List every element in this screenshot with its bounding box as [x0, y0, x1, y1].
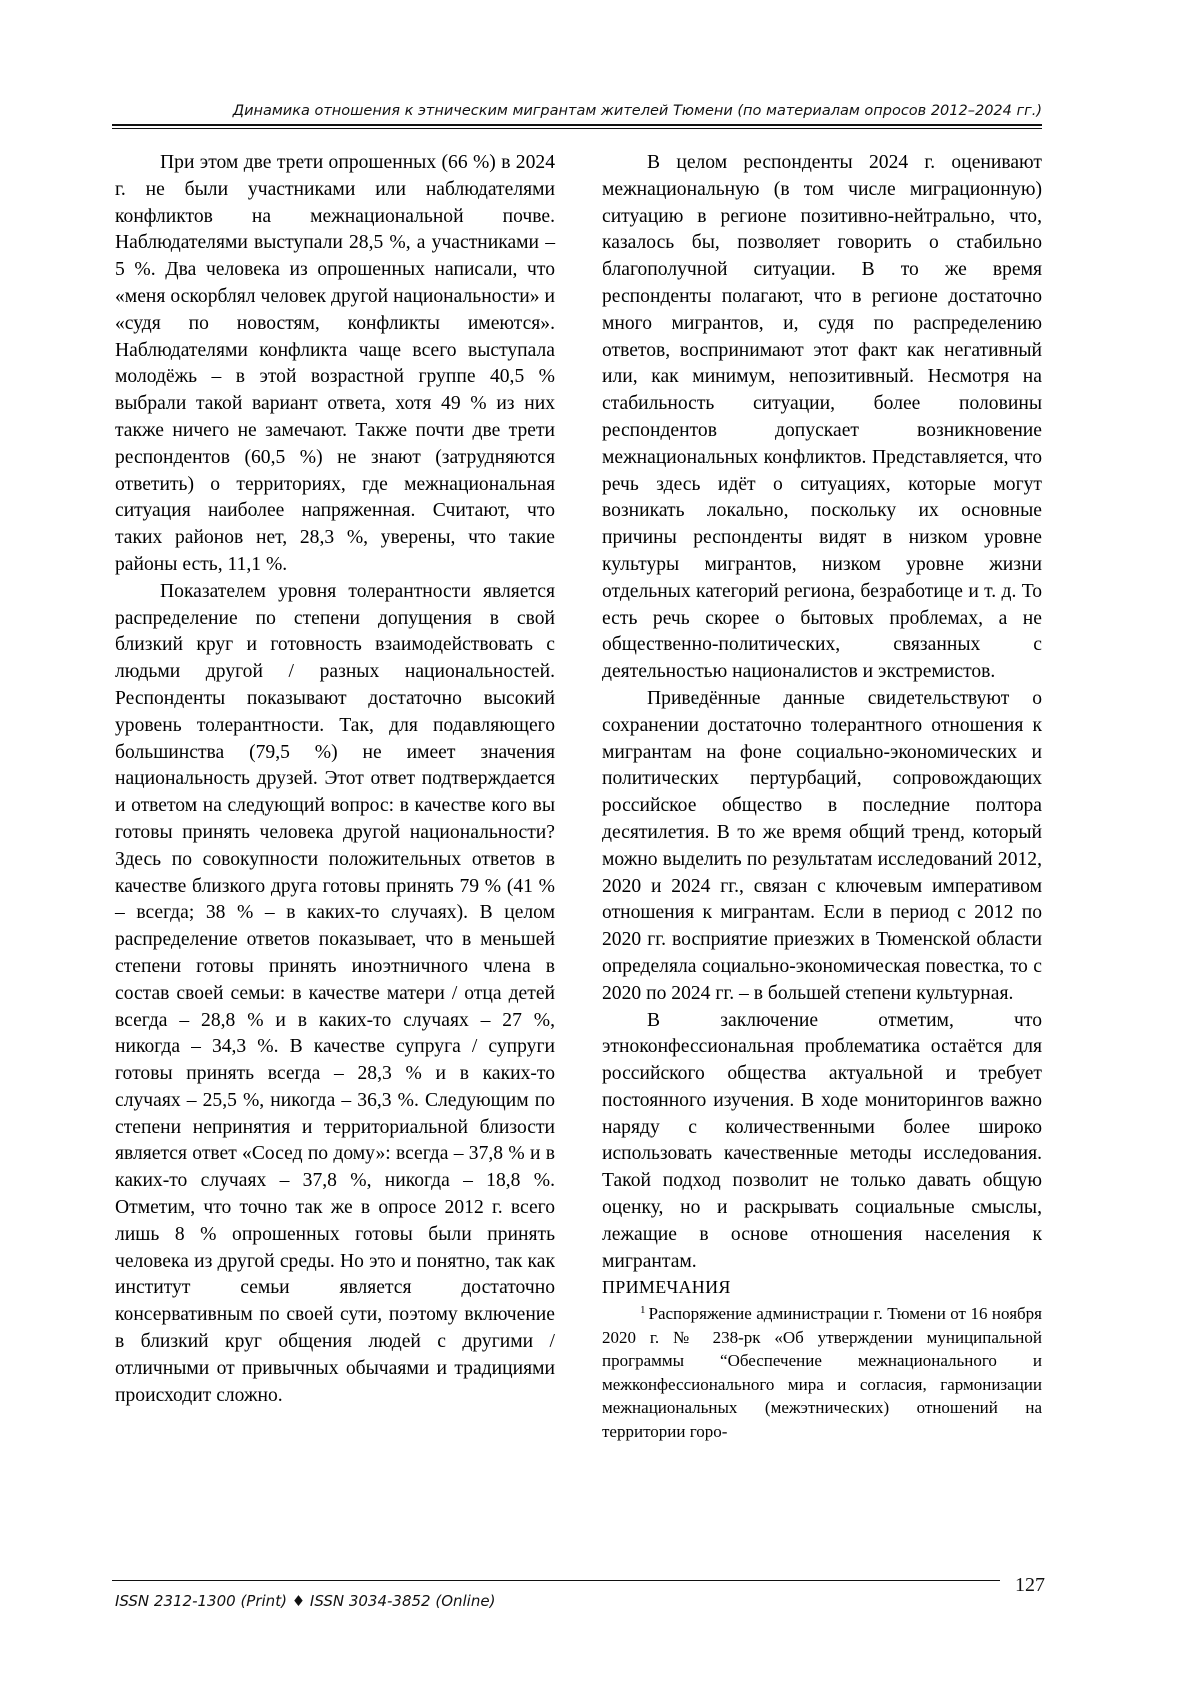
- footer-issn: ISSN 2312-1300 (Print) ♦ ISSN 3034-3852 (Online): [115, 1592, 496, 1610]
- paragraph: В целом респонденты 2024 г. оценивают межнациональную (в том числе миграционную) ситуацию в регионе позитивно-нейтрально, что, казалось бы, позволяет говорить о стабильно благополучной ситуации. В то же время респонденты полагают, что в регионе достаточно много мигрантов, и, судя по распределению ответов, воспринимают этот факт как негативный или, как минимум, непозитивный. Несмотря на стабильность ситуации, более половины респондентов допускает возникновение межнациональных конфликтов. Представляется, что речь здесь идёт о ситуациях, которые могут возникать локально, поскольку их основные причины респонденты видят в низком уровне культуры мигрантов, низком уровне жизни отдельных категорий региона, безработице и т. д. То есть речь скорее о бытовых проблемах, а не общественно-политических, связанных с деятельностью националистов и экстремистов.: [602, 152, 1042, 683]
- footnote-text: Распоряжение администрации г. Тюмени от 16 ноября 2020 г. № 238-рк «Об утверждении муниципальной программы “Обеспечение межнационального и межконфессионального мира и согласия, гармонизации межнациональных (межэтнических) отношений на территории горо-: [602, 1304, 1042, 1441]
- running-header-title: Динамика отношения к этническим мигрантам жителей Тюмени (по материалам опросов 2012–2024 гг.): [232, 103, 1042, 119]
- header-rule-secondary: [112, 128, 1042, 129]
- footer-rule: [112, 1580, 1000, 1581]
- left-column: [115, 150, 555, 1409]
- page-number: 127: [1015, 1574, 1045, 1596]
- footnote-number: 1: [640, 1304, 646, 1317]
- right-column: [602, 150, 1042, 1443]
- footnote: [602, 1299, 1042, 1442]
- paragraph: В заключение отметим, что этноконфессиональная проблематика остаётся для российского общества актуальной и требует постоянного изучения. В ходе мониторингов важно наряду с количественными более широко использовать качественные методы исследования. Такой подход позволит не только давать общую оценку, но и раскрывать социальные смыслы, лежащие в основе отношения населения к мигрантам.: [602, 1009, 1042, 1272]
- paragraph: Показателем уровня толерантности является распределение по степени допущения в свой близкий круг и готовность взаимодействовать с людьми другой / разных национальностей. Респонденты показывают достаточно высокий уровень толерантности. Так, для подавляющего большинства (79,5 %) не имеет значения национальность друзей. Этот ответ подтверждается и ответом на следующий вопрос: в качестве кого вы готовы принять человека другой национальности? Здесь по совокупности положительных ответов в качестве близкого друга готовы принять 79 % (41 % – всегда; 38 % – в каких-то случаях). В целом распределение ответов показывает, что в меньшей степени готовы принять иноэтничного члена в состав своей семьи: в качестве матери / отца детей всегда – 28,8 % и в каких-то случаях – 27 %, никогда – 34,3 %. В качестве супруга / супруги готовы принять всегда – 28,3 % и в каких-то случаях – 25,5 %, никогда – 36,3 %. Следующим по степени непринятия и территориальной близости является ответ «Сосед по дому»: всегда – 37,8 % и в каких-то случаях – 37,8 %, никогда – 18,8 %. Отметим, что точно так же в опросе 2012 г. всего лишь 8 % опрошенных готовы были принять человека из другой среды. Но это и понятно, так как институт семьи является достаточно консервативным по своей сути, поэтому включение в близкий круг общения людей с другими / отличными от привычных обычаями и традициями происходит сложно.: [115, 580, 555, 1406]
- paragraph: Приведённые данные свидетельствуют о сохранении достаточно толерантного отношения к мигрантам на фоне социально-экономических и политических пертурбаций, сопровождающих российское общество в последние полтора десятилетия. В то же время общий тренд, который можно выделить по результатам исследований 2012, 2020 и 2024 гг., связан с ключевым императивом отношения к мигрантам. Если в период с 2012 по 2020 гг. восприятие приезжих в Тюменской области определяла социально-экономическая повестка, то с 2020 по 2024 гг. – в большей степени культурная.: [602, 687, 1042, 1004]
- notes-heading: ПРИМЕЧАНИЯ: [602, 1277, 731, 1298]
- paragraph: При этом две трети опрошенных (66 %) в 2024 г. не были участниками или наблюдателями конфликтов на межнациональной почве. Наблюдателями выступали 28,5 %, а участниками – 5 %. Два человека из опрошенных написали, что «меня оскорблял человек другой национальности» и «судя по новостям, конфликты имеются». Наблюдателями конфликта чаще всего выступала молодёжь – в этой возрастной группе 40,5 % выбрали такой вариант ответа, хотя 49 % из них также ничего не замечают. Также почти две трети респондентов (60,5 %) не знают (затрудняются ответить) о территориях, где межнациональная ситуация наиболее напряженная. Считают, что таких районов нет, 28,3 %, уверены, что такие районы есть, 11,1 %.: [115, 152, 555, 575]
- header-rule: [112, 124, 1042, 126]
